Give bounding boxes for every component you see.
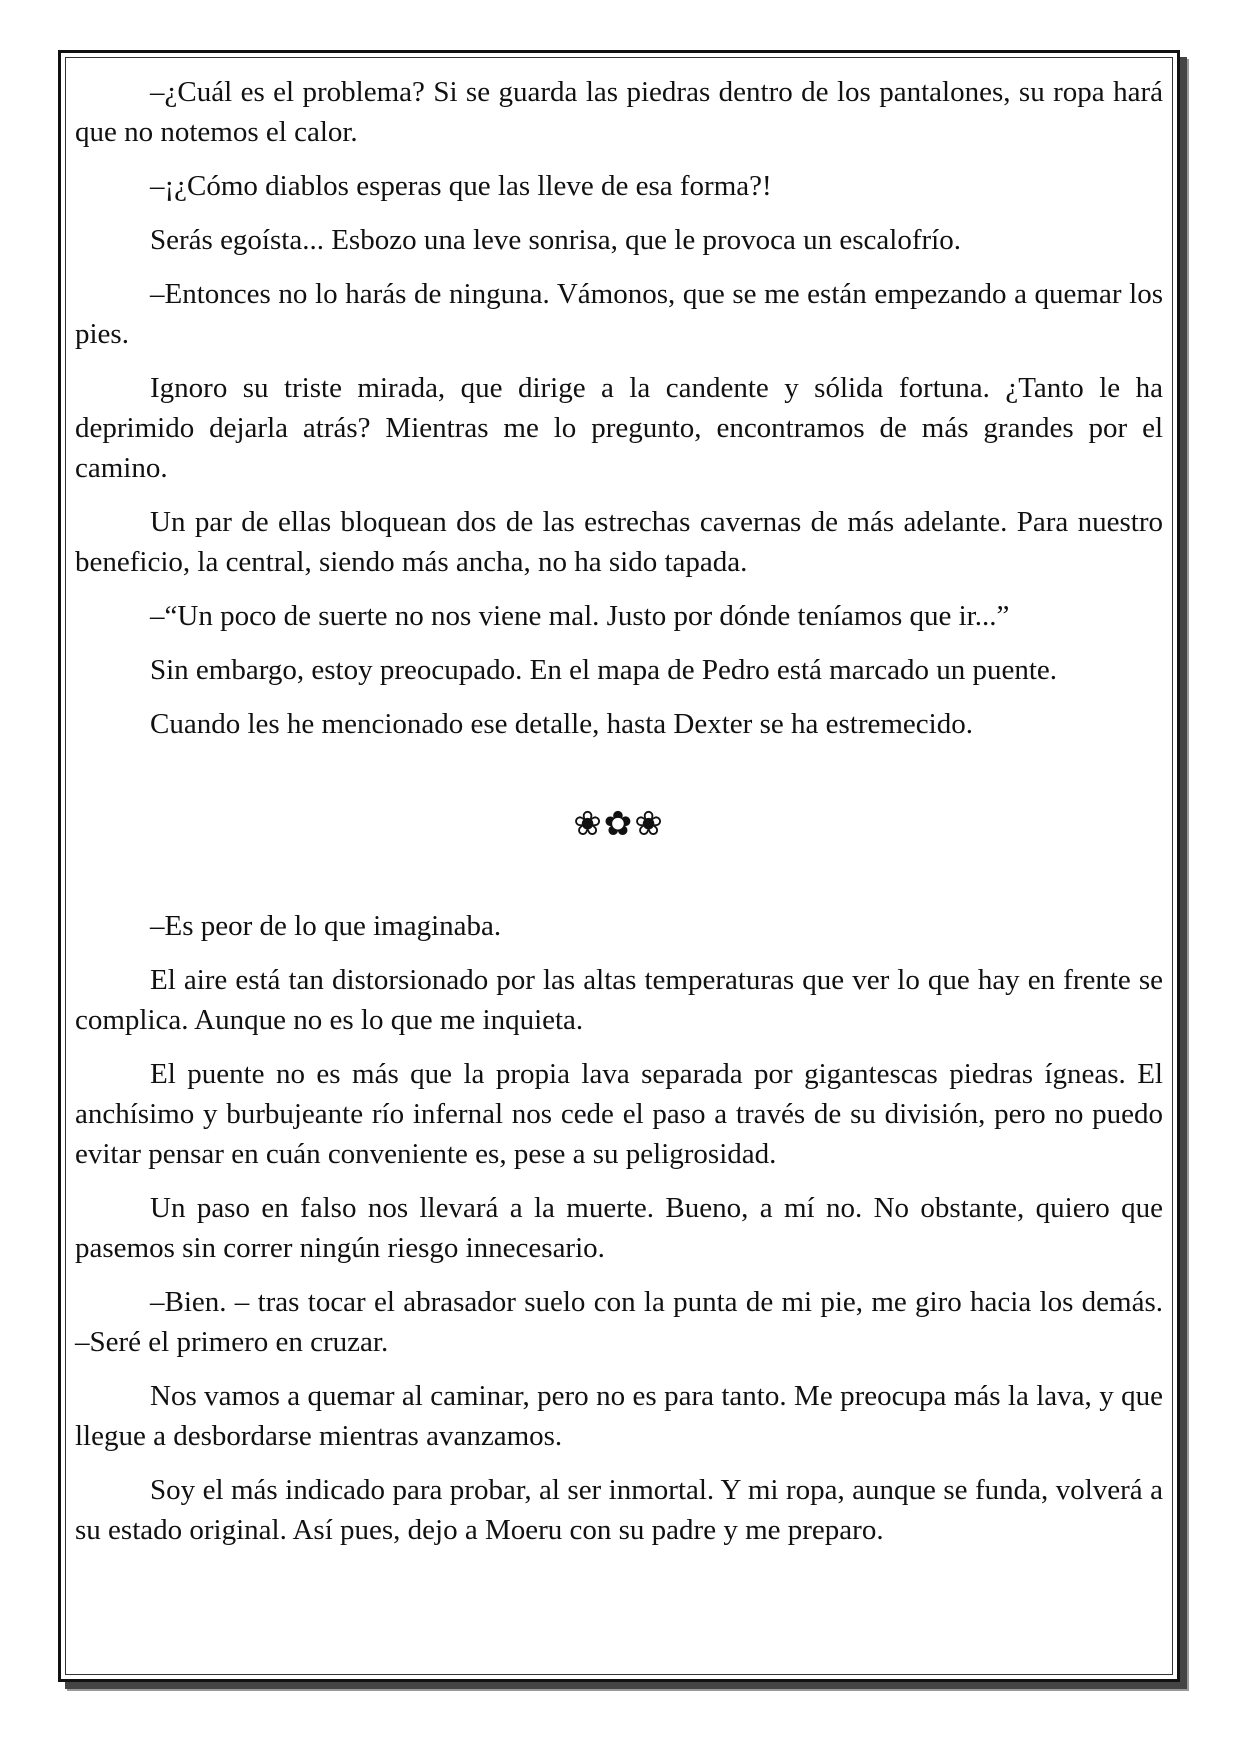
paragraph: Sin embargo, estoy preocupado. En el mapa de Pedro está marcado un puente.	[150, 654, 1058, 686]
paragraph: Soy el más indicado para probar, al ser inmortal. Y mi ropa, aunque se funda, volverá a su estado original. Así pues, dejo a Moeru con su padre y me preparo.	[75, 1474, 1163, 1546]
paragraph: Un paso en falso nos llevará a la muerte. Bueno, a mí no. No obstante, quiero que pasemos sin correr ningún riesgo innecesario.	[75, 1192, 1163, 1264]
paragraph: El puente no es más que la propia lava separada por gigantescas piedras ígneas. El anchísimo y burbujeante río infernal nos cede el paso a través de su división, pero no puedo evitar pensar en cuán conveniente es, pese a su peligrosidad.	[75, 1058, 1163, 1170]
paragraph: Ignoro su triste mirada, que dirige a la candente y sólida fortuna. ¿Tanto le ha deprimido dejarla atrás? Mientras me lo pregunto, encontramos de más grandes por el camino.	[75, 372, 1163, 484]
flower-separator-icon: ❀✿❀	[573, 804, 665, 844]
paragraph: Serás egoísta... Esbozo una leve sonrisa, que le provoca un escalofrío.	[150, 224, 961, 256]
paragraph: –¡¿Cómo diablos esperas que las lleve de esa forma?!	[150, 170, 772, 202]
paragraph: Cuando les he mencionado ese detalle, hasta Dexter se ha estremecido.	[150, 708, 973, 740]
paragraph: Un par de ellas bloquean dos de las estrechas cavernas de más adelante. Para nuestro beneficio, la central, siendo más ancha, no ha sido tapada.	[75, 506, 1163, 578]
paragraph: –¿Cuál es el problema? Si se guarda las piedras dentro de los pantalones, su ropa hará que no notemos el calor.	[75, 76, 1163, 148]
paragraph: –Bien. – tras tocar el abrasador suelo con la punta de mi pie, me giro hacia los demás. –Seré el primero en cruzar.	[75, 1286, 1163, 1358]
paragraph: El aire está tan distorsionado por las altas temperaturas que ver lo que hay en frente se complica. Aunque no es lo que me inquieta.	[75, 964, 1163, 1036]
document-body	[75, 72, 1163, 1564]
paragraph: –Entonces no lo harás de ninguna. Vámonos, que se me están empezando a quemar los pies.	[75, 278, 1163, 350]
paragraph: Nos vamos a quemar al caminar, pero no es para tanto. Me preocupa más la lava, y que llegue a desbordarse mientras avanzamos.	[75, 1380, 1163, 1452]
paragraph: –Es peor de lo que imaginaba.	[150, 910, 502, 942]
paragraph: –“Un poco de suerte no nos viene mal. Justo por dónde teníamos que ir...”	[150, 600, 1010, 632]
